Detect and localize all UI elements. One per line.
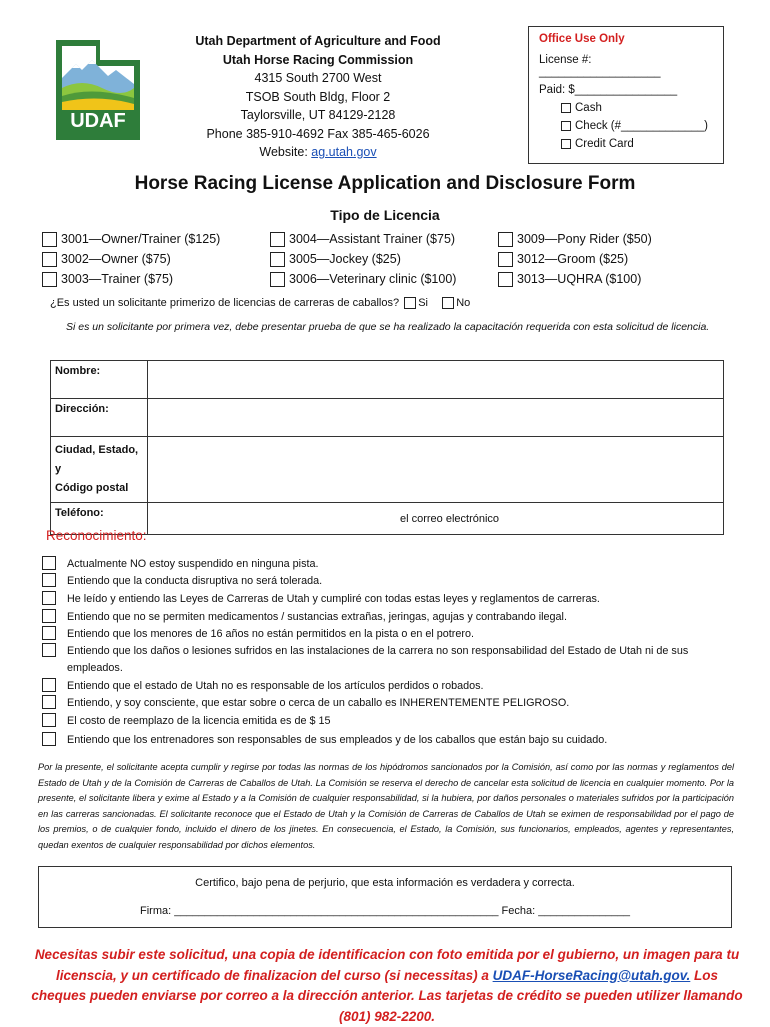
paid-field: Paid: $________________ [539, 84, 678, 96]
credit-card-option [561, 138, 713, 150]
city-label-line1: Ciudad, Estado, y [55, 444, 139, 475]
license-checkbox[interactable] [498, 272, 513, 287]
license-label: 3005—Jockey ($25) [289, 252, 401, 266]
instructions-part1: Necesitas subir este solicitud, una copia de identificacion con foto emitida por el gubierno, un imagen para tu licenscia, y un certificado de finalizacion del curso (si necessitas) a [34, 947, 740, 983]
signature-date-line[interactable]: Firma: _____________________________________________________ Fecha: _______________ [140, 905, 630, 917]
ack-text: Entiendo que la conducta disruptiva no será tolerada. [67, 575, 323, 587]
agency-name: Utah Department of Agriculture and Food [195, 34, 441, 48]
ack-item [42, 643, 732, 677]
office-use-title: Office Use Only [539, 33, 625, 45]
license-checkbox[interactable] [498, 252, 513, 267]
ack-text: Entiendo, y soy consciente, que estar sobre o cerca de un caballo es INHERENTEMENTE PELIGROSO. [67, 697, 570, 709]
license-option-3005 [270, 252, 401, 267]
license-label: 3012—Groom ($25) [517, 252, 629, 266]
udaf-logo [52, 38, 144, 142]
address-line-2: TSOB South Bldg, Floor 2 [245, 89, 391, 104]
instructions-part2: Los cheques pueden enviarse por correo a la dirección anterior. Las tarjetas de crédito se pueden utilizer llamando (801) 982-2200. [31, 967, 743, 1024]
submission-email-link[interactable]: UDAF-HorseRacing@utah.gov. [492, 967, 691, 983]
ack-text: Entiendo que no se permiten medicamentos / sustancias extrañas, jeringas, agujas y contrabando ilegal. [67, 611, 567, 623]
agency-address-block [168, 32, 468, 162]
first-time-question-text: ¿Es usted un solicitante primerizo de licencias de carreras de caballos? [50, 297, 400, 309]
office-use-box [528, 26, 724, 164]
ack-item [42, 609, 732, 626]
ack-text: Entiendo que los menores de 16 años no están permitidos en la pista o en el potrero. [67, 628, 474, 640]
city-label-line2: Código postal [55, 482, 129, 494]
license-checkbox[interactable] [42, 252, 57, 267]
license-option-3001 [42, 232, 220, 247]
no-checkbox[interactable] [442, 297, 454, 309]
license-label: 3003—Trainer ($75) [61, 272, 174, 286]
first-time-note: Si es un solicitante por primera vez, debe presentar prueba de que se ha realizado la capacitación requerida con esta solicitud de licencia. [66, 321, 710, 333]
ack-item [42, 678, 732, 695]
license-label: 3009—Pony Rider ($50) [517, 232, 652, 246]
ack-checkbox[interactable] [42, 556, 56, 570]
no-label: No [456, 297, 471, 309]
ack-checkbox[interactable] [42, 713, 56, 727]
address-line-3: Taylorsville, UT 84129-2128 [240, 108, 396, 122]
license-checkbox[interactable] [42, 272, 57, 287]
ack-text: He leído y entiendo las Leyes de Carreras de Utah y cumpliré con todas estas leyes y reglamentos de carreras. [67, 593, 600, 605]
yes-label: Si [418, 297, 428, 309]
license-option-3012 [498, 252, 628, 267]
phone-email-input[interactable] [148, 503, 724, 535]
certification-box [38, 866, 732, 928]
license-option-3004 [270, 232, 455, 247]
address-input[interactable] [148, 399, 724, 437]
yes-checkbox[interactable] [404, 297, 416, 309]
ack-item [42, 556, 732, 573]
check-option [561, 120, 713, 132]
ack-checkbox[interactable] [42, 643, 56, 657]
license-checkbox[interactable] [270, 252, 285, 267]
ack-checkbox[interactable] [42, 695, 56, 709]
credit-card-label: Credit Card [575, 138, 634, 150]
address-label: Dirección: [51, 399, 148, 437]
ack-text: Actualmente NO estoy suspendido en ninguna pista. [67, 558, 319, 570]
license-checkbox[interactable] [498, 232, 513, 247]
applicant-info-table [50, 360, 724, 535]
license-label: 3006—Veterinary clinic ($100) [289, 272, 457, 286]
license-number-field: License #: ___________________ [539, 54, 661, 78]
license-option-3002 [42, 252, 171, 267]
ack-item [42, 713, 732, 730]
phone-fax: Phone 385-910-4692 Fax 385-465-6026 [206, 126, 430, 141]
ack-checkbox[interactable] [42, 591, 56, 605]
credit-card-checkbox[interactable] [561, 139, 571, 149]
license-checkbox[interactable] [42, 232, 57, 247]
name-input[interactable] [148, 361, 724, 399]
logo-text: UDAF [70, 110, 126, 132]
first-time-question [50, 297, 470, 309]
legal-disclaimer: Por la presente, el solicitante acepta cumplir y regirse por todas las normas de los hipódromos sancionados por la Comisión, así como por las normas y reglamentos del Estado de Utah y de la Comisión de Carreras de Caballos de Utah. La Comisión se reserva el derecho de cancelar esta solicitud de licencia en cualquier momento. Por la presente, el solicitante libera y exime al Estado y a la Comisión de cualquier responsabilidad, si la hubiera, por daños personales o materiales sufridos por la participación en las carreras sancionadas. El solicitante reconoce que el Estado de Utah y la Comisión de Carreras de Caballos de Utah se eximen de responsabilidad por el pago de los premios, o de cualquier fondo, incluido el dinero de los jinetes. En consecuencia, el Estado, la Comisión, sus funcionarios, empleados, agentes y representantes, quedan exentos de cualquier responsabilidad por dichos elementos. [38, 762, 734, 850]
website-label: Website: [259, 145, 312, 159]
license-option-3013 [498, 272, 641, 287]
phone-label: Teléfono: [51, 503, 148, 535]
ack-checkbox[interactable] [42, 732, 56, 746]
certification-statement: Certifico, bajo pena de perjurio, que esta información es verdadera y correcta. [195, 877, 575, 889]
ack-checkbox[interactable] [42, 678, 56, 692]
website-link[interactable]: ag.utah.gov [311, 145, 377, 159]
address-line-1: 4315 South 2700 West [254, 71, 382, 85]
ack-item [42, 732, 732, 749]
cash-checkbox[interactable] [561, 103, 571, 113]
ack-item [42, 591, 732, 608]
license-option-3003 [42, 272, 173, 287]
ack-text: Entiendo que los entrenadores son responsables de sus empleados y de los caballos que están bajo su cuidado. [67, 734, 608, 746]
ack-item [42, 626, 732, 643]
license-checkbox[interactable] [270, 232, 285, 247]
check-label: Check (#_____________) [575, 120, 708, 132]
license-label: 3013—UQHRA ($100) [517, 272, 642, 286]
city-state-zip-input[interactable] [148, 437, 724, 503]
cash-option [561, 102, 713, 114]
city-state-zip-label [51, 437, 148, 503]
license-option-3006 [270, 272, 456, 287]
ack-text: Entiendo que los daños o lesiones sufridos en las instalaciones de la carrera no son responsabilidad del Estado de Utah ni de sus empleados. [67, 645, 689, 674]
ack-item [42, 573, 732, 590]
ack-checkbox[interactable] [42, 626, 56, 640]
ack-text: Entiendo que el estado de Utah no es responsable de los artículos perdidos o robados. [67, 680, 484, 692]
form-title: Horse Racing License Application and Disclosure Form [134, 173, 636, 194]
website-line [168, 143, 468, 162]
acknowledgement-heading: Reconocimiento: [46, 528, 147, 543]
license-checkbox[interactable] [270, 272, 285, 287]
license-label: 3002—Owner ($75) [61, 252, 171, 266]
license-type-heading: Tipo de Licencia [330, 207, 440, 223]
name-label: Nombre: [51, 361, 148, 399]
ack-text: El costo de reemplazo de la licencia emitida es de $ 15 [67, 715, 331, 727]
ack-checkbox[interactable] [42, 609, 56, 623]
cash-label: Cash [575, 102, 602, 114]
email-label: el correo electrónico [400, 513, 500, 525]
ack-item [42, 695, 732, 712]
license-label: 3004—Assistant Trainer ($75) [289, 232, 456, 246]
check-checkbox[interactable] [561, 121, 571, 131]
commission-name: Utah Horse Racing Commission [222, 52, 414, 67]
license-label: 3001—Owner/Trainer ($125) [61, 232, 221, 246]
submission-instructions [30, 945, 744, 1027]
ack-checkbox[interactable] [42, 573, 56, 587]
license-option-3009 [498, 232, 652, 247]
